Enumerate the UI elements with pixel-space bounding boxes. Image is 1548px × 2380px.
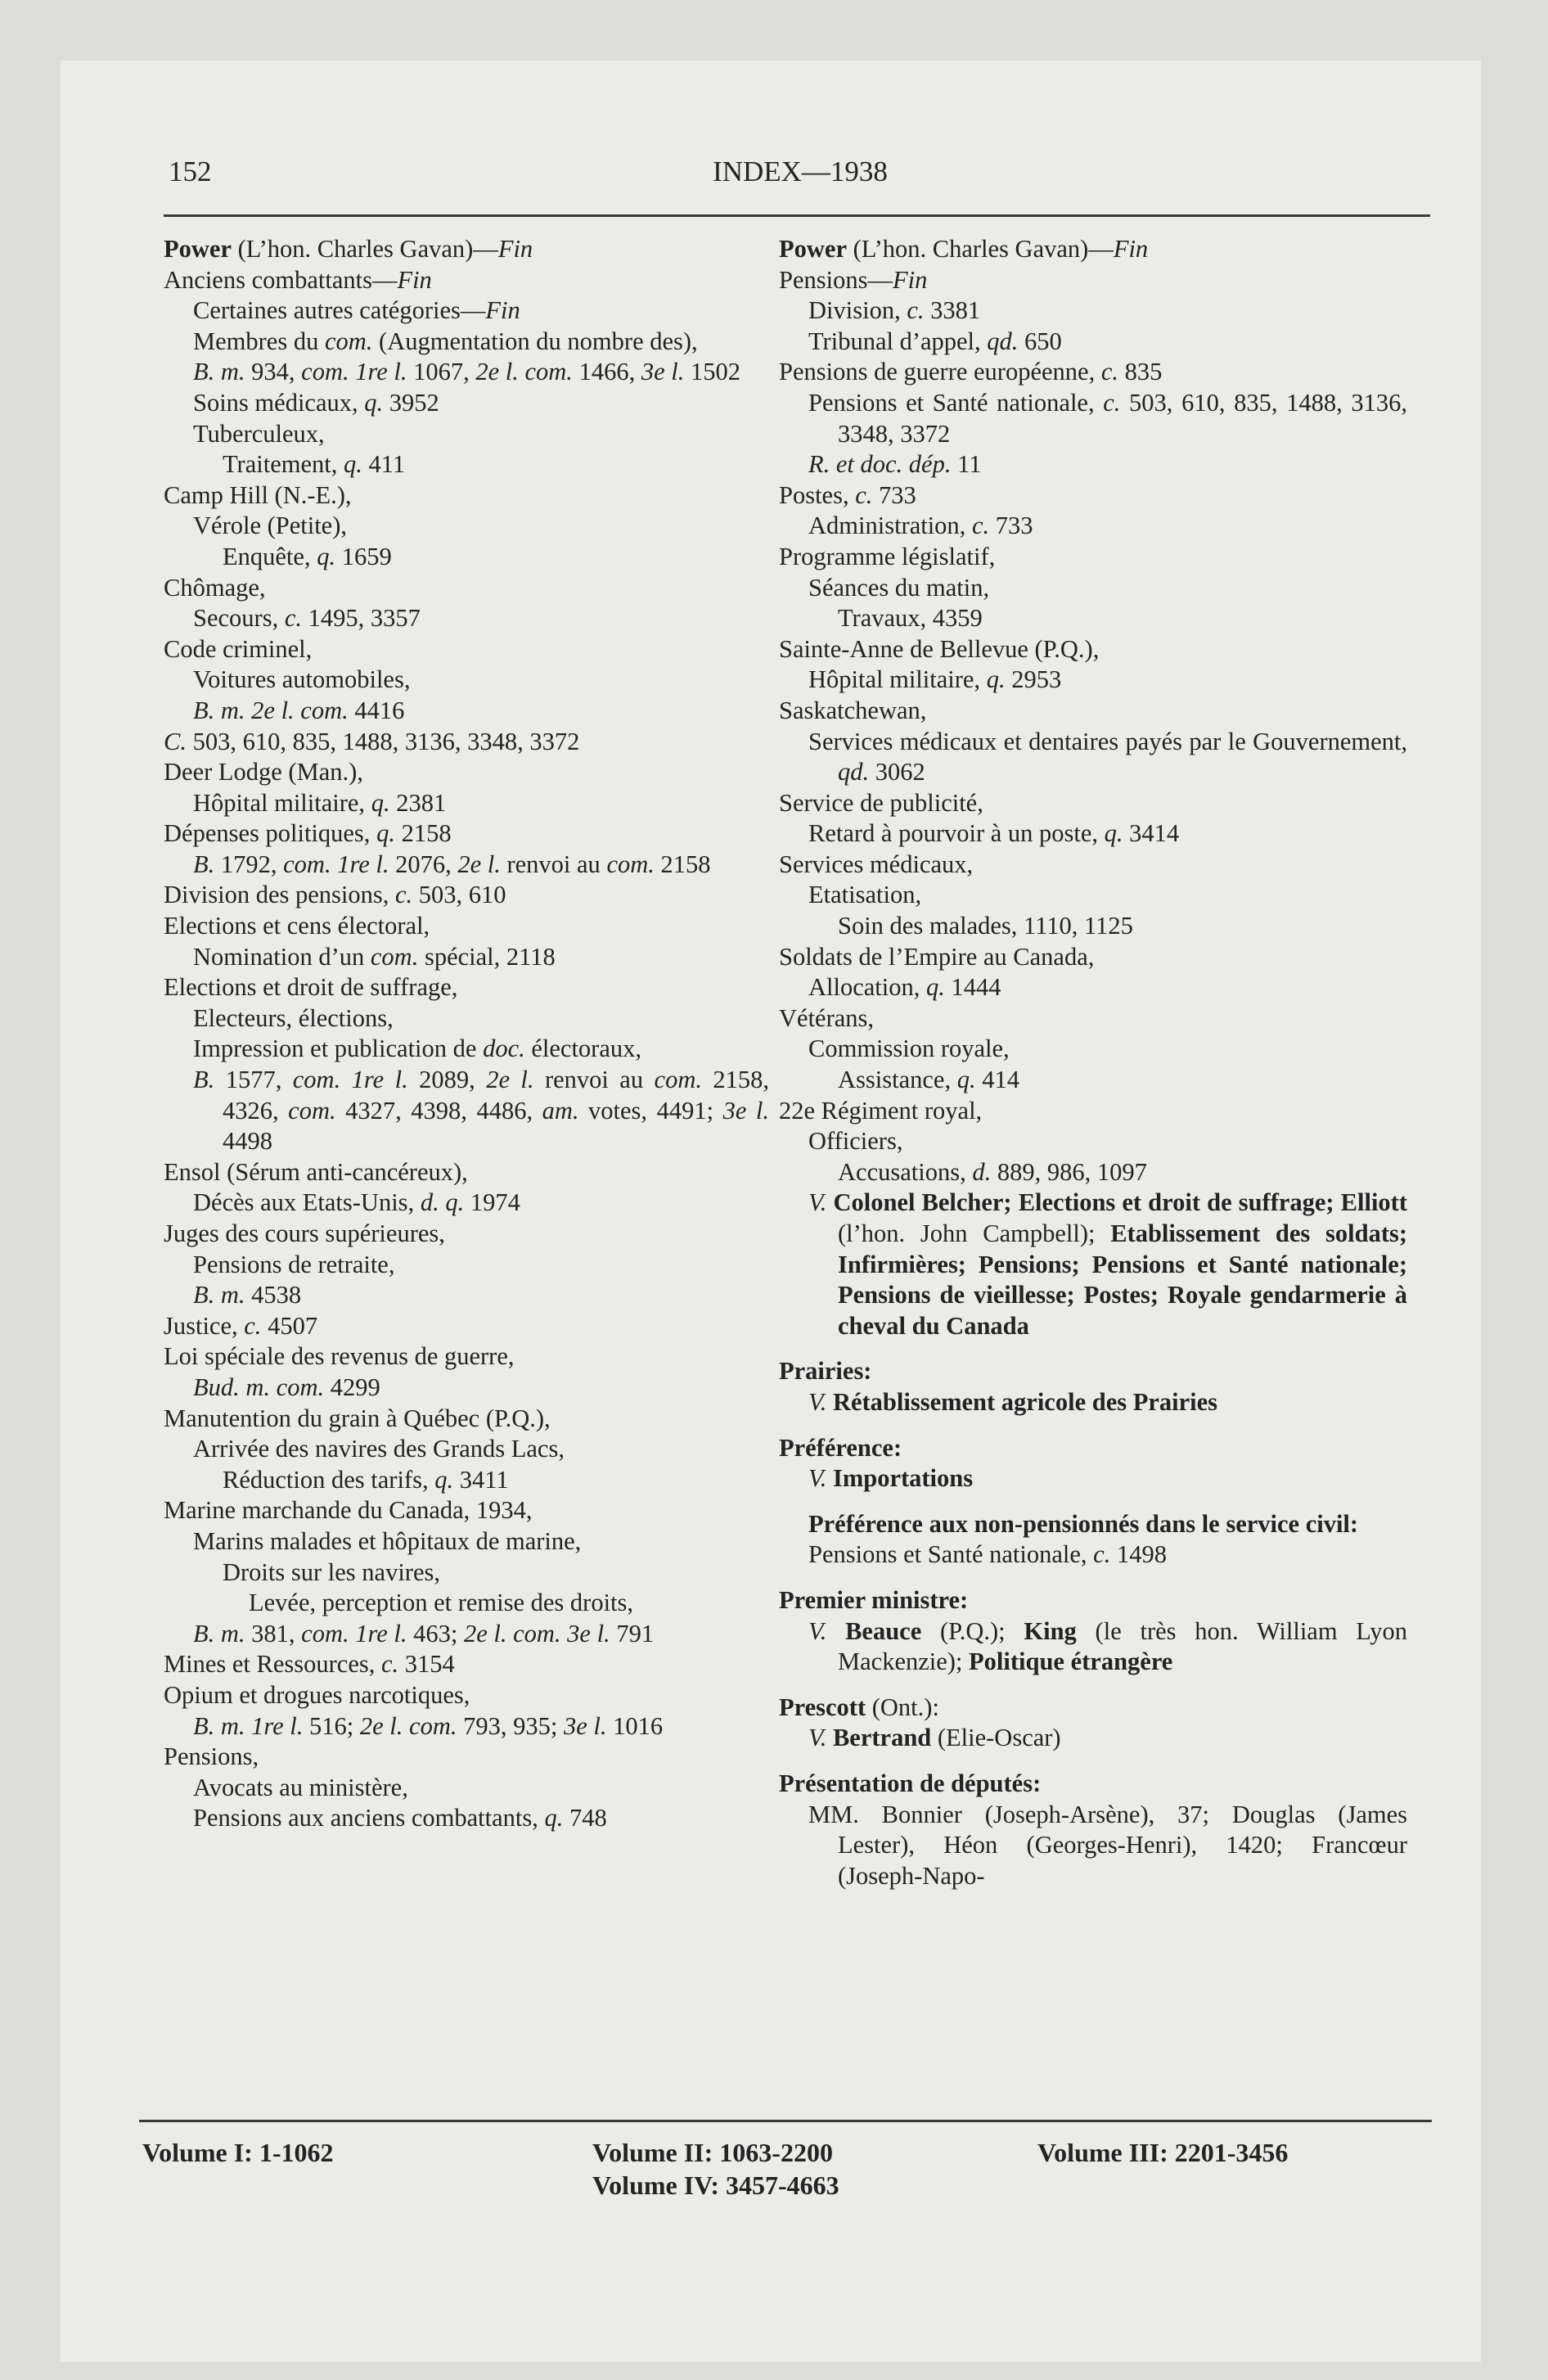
index-entry: B. 1792, com. 1re l. 2076, 2e l. renvoi au com. 2158 xyxy=(193,850,711,878)
index-entry: Power (L’hon. Charles Gavan)—Fin xyxy=(779,235,1149,263)
index-entry: Soin des malades, 1110, 1125 xyxy=(838,912,1133,940)
index-entry: Manutention du grain à Québec (P.Q.), xyxy=(164,1404,551,1432)
index-entry: B. m. 381, com. 1re l. 463; 2e l. com. 3e l. 791 xyxy=(193,1619,655,1648)
index-entry: Elections et droit de suffrage, xyxy=(164,973,458,1002)
index-entry: Nomination d’un com. spécial, 2118 xyxy=(193,942,556,971)
index-entry: Justice, c. 4507 xyxy=(164,1311,318,1340)
index-entry: Pensions et Santé nationale, c. 503, 610, 835, 1488, 3136, 3348, 3372 xyxy=(808,388,1408,448)
index-entry: Service de publicité, xyxy=(779,788,983,817)
entry-gap xyxy=(779,1418,1407,1433)
index-entry: Voitures automobiles, xyxy=(193,665,411,694)
index-column-right xyxy=(779,234,1407,1891)
index-entry: Division, c. 3381 xyxy=(808,296,981,325)
index-entry: Réduction des tarifs, q. 3411 xyxy=(223,1465,509,1494)
index-entry: Saskatchewan, xyxy=(779,696,927,724)
index-entry: V. Rétablissement agricole des Prairies xyxy=(808,1387,1218,1416)
page-number: 152 xyxy=(169,156,212,187)
index-entry: Prairies: xyxy=(779,1357,872,1386)
index-entry: Assistance, q. 414 xyxy=(838,1066,1019,1094)
index-entry: Travaux, 4359 xyxy=(838,604,983,633)
entry-gap xyxy=(779,1571,1407,1585)
index-entry: B. m. 1re l. 516; 2e l. com. 793, 935; 3e l. 1016 xyxy=(193,1711,664,1740)
index-entry: B. 1577, com. 1re l. 2089, 2e l. renvoi au com. 2158, 4326, com. 4327, 4398, 4486, am. votes, 4491; 3e l. 4498 xyxy=(193,1066,770,1156)
index-entry: V. Colonel Belcher; Elections et droit de suffrage; Elliott (l’hon. John Campbell); Etablissement des soldats; Infirmières; Pensions; Pensions et Santé nationale; Pensions de vieillesse; Postes; Royale gendarmerie à cheval du Canada xyxy=(808,1188,1408,1340)
index-entry: B. m. 4538 xyxy=(193,1281,302,1309)
entry-gap xyxy=(779,1341,1407,1356)
index-entry: Pensions de retraite, xyxy=(193,1250,395,1278)
index-entry: Premier ministre: xyxy=(779,1585,969,1614)
index-entry: B. m. 934, com. 1re l. 1067, 2e l. com. 1466, 3e l. 1502 xyxy=(193,358,740,386)
index-entry: Enquête, q. 1659 xyxy=(223,542,392,570)
index-entry: Vérole (Petite), xyxy=(193,512,348,540)
volume-3-range: Volume III: 2201-3456 xyxy=(1037,2138,1289,2167)
index-entry: Levée, perception et remise des droits, xyxy=(249,1589,634,1617)
index-entry: Arrivée des navires des Grands Lacs, xyxy=(193,1435,565,1463)
index-entry: Marine marchande du Canada, 1934, xyxy=(164,1496,533,1525)
index-entry: Pensions de guerre européenne, c. 835 xyxy=(779,358,1163,386)
index-entry: Soins médicaux, q. 3952 xyxy=(193,388,439,417)
header-rule xyxy=(164,214,1430,217)
index-entry: Officiers, xyxy=(808,1127,903,1156)
volume-1-range: Volume I: 1-1062 xyxy=(142,2138,334,2167)
index-entry: Membres du com. (Augmentation du nombre des), xyxy=(193,327,698,355)
page-title: INDEX—1938 xyxy=(713,156,888,187)
entry-gap xyxy=(779,1754,1407,1769)
index-entry: Prescott (Ont.): xyxy=(779,1693,939,1721)
index-entry: Présentation de députés: xyxy=(779,1769,1042,1797)
entry-gap xyxy=(779,1678,1407,1693)
index-entry: Sainte-Anne de Bellevue (P.Q.), xyxy=(779,634,1100,663)
index-entry: Loi spéciale des revenus de guerre, xyxy=(164,1342,515,1371)
index-entry: Hôpital militaire, q. 2953 xyxy=(808,665,1062,694)
index-entry: V. Importations xyxy=(808,1464,974,1493)
volume-2-range: Volume II: 1063-2200 xyxy=(592,2138,833,2167)
index-entry: Impression et publication de doc. électoraux, xyxy=(193,1034,641,1063)
index-entry: Postes, c. 733 xyxy=(779,480,916,509)
index-entry: Dépenses politiques, q. 2158 xyxy=(164,819,452,848)
index-entry: Pensions et Santé nationale, c. 1498 xyxy=(808,1540,1167,1569)
footer-rule xyxy=(139,2120,1432,2122)
index-entry: Services médicaux et dentaires payés par le Gouvernement, qd. 3062 xyxy=(808,727,1407,787)
index-entry: Hôpital militaire, q. 2381 xyxy=(193,788,447,817)
index-entry: Opium et drogues narcotiques, xyxy=(164,1680,470,1709)
index-entry: Allocation, q. 1444 xyxy=(808,973,1001,1002)
index-entry: Accusations, d. 889, 986, 1097 xyxy=(838,1157,1147,1186)
index-entry: V. Beauce (P.Q.); King (le très hon. William Lyon Mackenzie); Politique étrangère xyxy=(808,1616,1407,1676)
index-column-left xyxy=(164,234,769,1834)
index-entry: Chômage, xyxy=(164,573,266,602)
index-entry: Division des pensions, c. 503, 610 xyxy=(164,881,506,909)
index-entry: 22e Régiment royal, xyxy=(779,1096,983,1125)
index-entry: Juges des cours supérieures, xyxy=(164,1219,445,1247)
index-entry: Retard à pourvoir à un poste, q. 3414 xyxy=(808,819,1180,848)
index-entry: B. m. 2e l. com. 4416 xyxy=(193,696,405,724)
index-entry: Préférence aux non-pensionnés dans le service civil: xyxy=(808,1509,1359,1538)
index-entry: Programme législatif, xyxy=(779,542,996,570)
index-entry: Tuberculeux, xyxy=(193,419,325,448)
index-entry: Préférence: xyxy=(779,1433,902,1462)
index-entry: Anciens combattants—Fin xyxy=(164,265,432,294)
index-entry: Pensions—Fin xyxy=(779,265,928,294)
index-entry: R. et doc. dép. 11 xyxy=(808,450,982,479)
index-entry: Power (L’hon. Charles Gavan)—Fin xyxy=(164,235,533,263)
index-entry: Marins malades et hôpitaux de marine, xyxy=(193,1526,582,1555)
index-entry: Electeurs, élections, xyxy=(193,1003,394,1032)
index-entry: C. 503, 610, 835, 1488, 3136, 3348, 3372 xyxy=(164,727,580,755)
index-entry: Vétérans, xyxy=(779,1003,875,1032)
index-entry: Deer Lodge (Man.), xyxy=(164,758,363,787)
index-entry: Tribunal d’appel, qd. 650 xyxy=(808,327,1062,355)
index-entry: Traitement, q. 411 xyxy=(223,450,406,479)
index-entry: Commission royale, xyxy=(808,1034,1010,1063)
index-entry: Secours, c. 1495, 3357 xyxy=(193,604,421,633)
index-entry: Elections et cens électoral, xyxy=(164,912,430,940)
volume-4-range: Volume IV: 3457-4663 xyxy=(592,2170,839,2200)
index-entry: Avocats au ministère, xyxy=(193,1773,408,1801)
index-entry: Pensions, xyxy=(164,1742,259,1771)
index-entry: Pensions aux anciens combattants, q. 748 xyxy=(193,1804,607,1832)
index-entry: Mines et Ressources, c. 3154 xyxy=(164,1650,455,1679)
index-entry: Ensol (Sérum anti-cancéreux), xyxy=(164,1157,468,1186)
entry-gap xyxy=(779,1494,1407,1509)
index-entry: Séances du matin, xyxy=(808,573,990,602)
index-entry: Droits sur les navires, xyxy=(223,1557,440,1586)
index-entry: Certaines autres catégories—Fin xyxy=(193,296,520,325)
index-entry: Bud. m. com. 4299 xyxy=(193,1373,380,1401)
index-entry: Administration, c. 733 xyxy=(808,512,1033,540)
index-entry: V. Bertrand (Elie-Oscar) xyxy=(808,1724,1061,1752)
index-entry: MM. Bonnier (Joseph-Arsène), 37; Douglas (James Lester), Héon (Georges-Henri), 1420; Francœur (Joseph-Napo- xyxy=(808,1800,1407,1890)
index-entry: Soldats de l’Empire au Canada, xyxy=(779,942,1095,971)
index-entry: Services médicaux, xyxy=(779,850,974,878)
index-entry: Camp Hill (N.-E.), xyxy=(164,480,352,509)
index-entry: Code criminel, xyxy=(164,634,313,663)
index-entry: Décès aux Etats-Unis, d. q. 1974 xyxy=(193,1188,520,1217)
running-header xyxy=(169,156,1432,192)
index-entry: Etatisation, xyxy=(808,881,922,909)
